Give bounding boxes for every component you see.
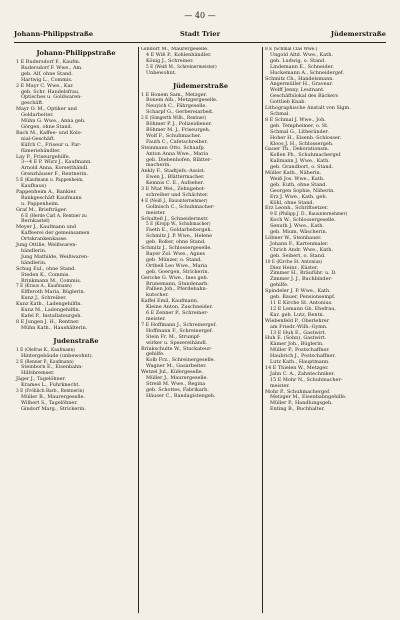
entry-line: meister.: [146, 315, 166, 322]
entry-line: Müller J., Maurergeselle.: [146, 375, 208, 382]
directory-entry: [265, 366, 384, 390]
entry-line: 2 E Mayr C. Wwe., Kar.: [16, 82, 74, 89]
entry-line: Ortskrankenkasse.: [21, 236, 68, 243]
entry-line: 8 E Jungen J. H., Rentner.: [16, 318, 80, 325]
directory-entry: [16, 131, 136, 155]
entry-line: Faeth E., Goldarbeitergeh.: [146, 227, 213, 234]
entry-line: Müller B., Maurergeselle.: [21, 393, 85, 400]
directory-entry: [16, 284, 136, 302]
entry-line: Unbewohnt.: [146, 69, 177, 76]
directory-entry: [141, 169, 260, 187]
entry-line: Wagner M., Gasarbeiter.: [146, 363, 207, 370]
entry-line: Löbner W., Steinhauer.: [265, 235, 322, 241]
entry-line: Erz J. Wwe., Kath. geb.: [270, 193, 328, 200]
entry-line: Küfch C., Friseur u. Par-: [21, 141, 82, 148]
entry-line: schreiber und Schächter.: [146, 191, 209, 198]
entry-line: Kallmann J. Wwe., Kath.: [270, 158, 330, 165]
entry-line: geb. Diebenhofen, Blätter-: [146, 156, 212, 163]
entry-line: 8 E Schmal J. Wwe., Joh.: [265, 116, 326, 123]
entry-line: Bayer Zol. Wwe., Agnes: [146, 251, 206, 257]
entry-line: 3—4 E P. Würz J., Kaufmann.: [21, 159, 92, 166]
entry-line: Hartwig L., Commis.: [21, 76, 73, 83]
directory-entry: [265, 77, 384, 107]
street-heading: Judenstraße: [53, 336, 99, 345]
entry-line: Kunz Kath., Ladengehilfin.: [16, 301, 82, 308]
directory-entry: [141, 93, 260, 117]
entry-line: Pappenheim A., Bankier.: [16, 188, 77, 195]
entry-line: 7 E Hoffmann J., Schreinergef.: [141, 321, 217, 328]
entry-line: händlerin.: [21, 259, 47, 266]
entry-line: macherin.: [146, 162, 171, 169]
section-gap: [141, 77, 260, 80]
directory-entry: [141, 323, 260, 347]
directory-entry: [141, 246, 260, 276]
entry-line: Kemnis C. E., Aufseher.: [146, 180, 205, 187]
directory-entry: [265, 118, 384, 148]
entry-line: Optisches u. Goldwaren-: [21, 94, 82, 101]
entry-line: Hoffmann F., Schreinergef.: [146, 327, 214, 334]
directory-entry: [141, 217, 260, 247]
entry-line: Ankly F., Stadtjefs.-Assist.: [141, 168, 206, 175]
entry-line: geschäft.: [21, 100, 44, 107]
entry-line: Jung Ottilie, Weißwaren-: [16, 242, 78, 249]
entry-line: Mohr P., Schuhmachergef.: [265, 388, 331, 395]
street-heading: Jüdemerstraße: [172, 81, 229, 90]
entry-line: fümeriehändler.: [21, 147, 61, 154]
entry-line: Schug Eul., ohne Stand.: [16, 265, 76, 272]
entry-line: 10 E (Kirche St. Antonius): [265, 259, 323, 265]
entry-line: Graf M., Briefträger.: [16, 206, 67, 213]
entry-line: Lay P., Friseurgehilfe.: [16, 153, 71, 160]
entry-line: Arnold Anna, Korsetthändl.: [21, 165, 89, 172]
entry-line: Müller P., Handlungsgeh.: [270, 400, 333, 407]
entry-line: Hintergebäude (unbewohnt).: [21, 352, 94, 359]
entry-line: Böhmer P. J., Polizeidiener.: [146, 121, 212, 128]
entry-line: meister.: [146, 209, 166, 216]
directory-entry: [16, 320, 136, 332]
directory-entry: [141, 116, 260, 146]
directory-entry: [141, 347, 260, 371]
entry-line: 1 E (Olefrus K., Kaufmann): [16, 347, 75, 353]
directory-entry: [265, 390, 384, 414]
entry-line: Senuth J. Wwe., Kath.: [270, 223, 324, 230]
entry-line: 4 E (Neiß J., Bauunternehmer): [141, 198, 208, 204]
entry-line: geb. Alf, ohne Stand.: [21, 70, 73, 77]
directory-entry: [141, 187, 260, 199]
directory-entry: [141, 299, 260, 323]
entry-line: 2 E (Simgerth Wilh., Rentner): [141, 116, 207, 122]
entry-line: Zimmer H., Bräuführ. u. D.: [270, 270, 337, 277]
entry-line: gehilfe.: [146, 351, 165, 358]
entry-line: nial-Geschäft.: [21, 135, 56, 142]
directory-entry: [265, 260, 384, 290]
entry-line: 5 E (Kropp W., Schuhmacher): [146, 222, 211, 228]
directory-entry: [265, 289, 384, 319]
entry-line: Kaffel Emil, Kaufmann.: [141, 298, 199, 305]
entry-line: Steinmann Otto, Schaufp.: [141, 144, 206, 151]
column-right: [262, 47, 386, 613]
entry-line: Erz Leonh., Schriftsetzer.: [265, 205, 329, 212]
entry-line: Rudersdorf F. Wwe., Am.: [21, 64, 83, 71]
entry-line: Ewen J., Blättermacher.: [146, 174, 205, 181]
entry-line: Georgen Sophie, Näherin.: [270, 187, 335, 194]
entry-line: 15 E Mohr N., Schuhmacher-: [270, 376, 343, 383]
entry-line: geb. Tempheimer, o. St.: [270, 122, 329, 129]
entry-line: kutscher.: [146, 292, 169, 299]
entry-line: Kunz J., Schreiber.: [21, 295, 67, 302]
entry-line: Haubrich J., Postschaffner.: [270, 353, 336, 360]
entry-line: 6 E Zenner P., Schreiner-: [146, 310, 209, 317]
entry-line: 3 E (Fröhlich Barb., Rentnerin): [16, 389, 85, 395]
entry-line: Mühn G. Wwe., Anna geb.: [21, 118, 86, 125]
entry-line: Müller Kath., Näherin.: [265, 170, 322, 177]
entry-line: Ortbell Leo Wwe., Maria: [146, 262, 208, 269]
entry-line: Gauer Th., Dekorationsm.: [265, 146, 330, 153]
header-rule: [14, 42, 386, 43]
entry-line: Jäger J., Tagelöhner.: [16, 376, 66, 383]
entry-line: meister.: [270, 382, 290, 389]
directory-entry: [16, 225, 136, 243]
entry-line: Ungold Altd. Wwe., Kath.: [270, 51, 333, 58]
entry-line: geb. Bauer, Pensionsempf.: [270, 294, 336, 301]
entry-line: Schmitz J., Schlossergeselle.: [141, 245, 212, 252]
entry-line: 5 E (Weiß M., Schreinermeister): [146, 64, 217, 70]
entry-line: geb. Schr. Handelsfrau,: [21, 88, 80, 95]
entry-line: 9 E (Philipp J. D., Bauunternehmer): [270, 212, 348, 218]
entry-line: geb. Ludwig, o. Stand.: [270, 57, 326, 64]
entry-line: Kafel P., Installateurgeh.: [21, 312, 82, 319]
entry-line: Wetzel Jul., Küfergeselle.: [141, 369, 204, 376]
directory-entry: [265, 206, 384, 236]
entry-line: Brinkschulte W., Stuckateur-: [141, 345, 213, 352]
directory-entry: [16, 208, 136, 226]
entry-line: Schmitz Ch., Handelsmann.: [265, 75, 334, 82]
entry-line: Schulteß J., Schneidermstr.: [141, 215, 209, 222]
entry-line: Mühn Kath., Haushälterin.: [21, 324, 88, 331]
entry-line: Diez Heinr., Küster.: [270, 264, 319, 271]
section-gap: [16, 332, 136, 335]
entry-line: Wolff Jenny, Leutnant.: [270, 87, 325, 94]
directory-entry: [16, 377, 136, 389]
entry-line: Meyer J., Kaufmann und: [16, 224, 77, 231]
directory-entry: [16, 360, 136, 378]
entry-line: Johann F., Kartenmaler.: [270, 240, 329, 247]
entry-line: Brunemann, Stundenarb.: [146, 280, 209, 287]
header-left-street: Johann-Philippstraße: [14, 30, 94, 38]
entry-line: Schmitz J. P. Wwe., Helene: [146, 233, 213, 240]
directory-entry: [265, 147, 384, 171]
entry-line: Gollnisch C., Schuhmacher-: [146, 203, 215, 210]
directory-entry: [265, 236, 384, 260]
entry-line: Kloos J. H., Schlossergeh.: [270, 140, 334, 147]
entry-line: Grenzhäuser F., Rentnerin.: [21, 171, 89, 178]
entry-line: Huckemann A., Schneidergef.: [270, 69, 345, 76]
entry-line: Kunz M., Ladengehilfin.: [21, 307, 81, 314]
entry-line: Wilbert S., Tagelöhner.: [21, 399, 78, 406]
entry-line: Schmal G., Litheränder.: [270, 128, 329, 135]
directory-entry: [265, 336, 384, 366]
entry-line: Bonem Alb., Metzgergeselle.: [146, 97, 218, 104]
entry-line: Zimmer J. J., Buchbinder-: [270, 276, 333, 283]
directory-entry: [16, 107, 136, 131]
entry-line: Gottlieb Knab.: [270, 99, 306, 106]
entry-line: geb. Seibert, o. Stand.: [270, 252, 326, 259]
entry-line: Metzger M., Eisenbahngehilfe.: [270, 394, 347, 401]
entry-line: geb. Euth, ohne Stand.: [270, 181, 327, 188]
directory-entry: [141, 146, 260, 170]
entry-line: 7 E (Kraus A., Kaufmann): [16, 284, 72, 290]
entry-line: 13 E Huh E., Gastwirt.: [270, 329, 327, 336]
entry-line: Kleine Anton, Zuschneider.: [146, 304, 214, 311]
entry-line: Weiß Jos. Wwe., Kath.: [270, 175, 325, 182]
directory-entry: [16, 190, 136, 208]
directory-entry: [16, 348, 136, 360]
entry-line: Lithographische Anstalt von Sigm.: [265, 105, 351, 112]
column-middle: [138, 47, 262, 613]
entry-line: Steinborn E., Eisenbahn-: [21, 364, 83, 371]
entry-line: geb. Boßer, ohne Stand.: [146, 239, 206, 246]
entry-line: Gindorf Marg., Strickerin.: [21, 405, 86, 412]
directory-entry: [141, 199, 260, 217]
entry-line: Elfferoth Maria, Büglerin.: [21, 289, 86, 296]
entry-line: Koch W., Schlossergeselle.: [270, 217, 336, 224]
directory-entry: [265, 47, 384, 77]
header-right-street: Jüdemerstraße: [330, 30, 386, 38]
entry-line: Lutz Kath., Hauptmann.: [270, 359, 330, 366]
entry-line: Müller P., Postschaffner.: [270, 347, 330, 354]
directory-entry: [16, 243, 136, 267]
entry-line: Kar. geb. Lutz, Rentn.: [270, 311, 325, 318]
entry-line: Streiß M. Wwe., Regina: [146, 380, 206, 387]
entry-line: Schmal.: [270, 110, 290, 117]
entry-line: 2 E (Renner P., Kaufmann): [16, 359, 74, 365]
entry-line: 14 E Thielen W., Metzger.: [265, 364, 329, 371]
directory-entry: [16, 267, 136, 285]
entry-line: Bankgeschäft Kaufmann: [21, 194, 82, 201]
entry-line: Kaufhaus): [21, 183, 47, 190]
entry-line: geb. Goergen, Strickerin.: [146, 268, 210, 275]
entry-line: 11 E Kirche St. Antonius.: [270, 299, 333, 306]
entry-line: Häuser C., Bandagistengeh.: [146, 392, 216, 399]
entry-line: 4 E Wiß P., Kohlenhändler.: [146, 51, 212, 58]
entry-line: Wolf F., Schuhmacher.: [146, 132, 202, 139]
entry-line: 1 E Rudersdorf F., Kaufm.: [16, 59, 81, 65]
entry-line: Gindorf M., Maurergeselle.: [141, 47, 209, 52]
entry-line: Kämer Joh., Büglerin.: [270, 341, 324, 348]
entry-line: Spindeler J. P. Wwe., Kath.: [265, 288, 331, 295]
entry-line: Enting B., Buchhalter.: [270, 406, 325, 413]
entry-line: Hilfsbremser.: [21, 370, 55, 377]
entry-line: Kolb Frz., Schreinergeselle.: [146, 357, 216, 364]
entry-line: Chrich Andr. Wwe., Kath.: [270, 246, 333, 253]
running-header: [14, 30, 386, 40]
entry-line: Goldarbeiter.: [21, 112, 54, 119]
entry-line: Jahn C. A., Zahntechniker.: [270, 370, 335, 377]
entry-line: 6 E (Herde Carl A. Rentner zu: [21, 213, 87, 219]
entry-line: geb. Münzer, o. Stand.: [146, 256, 202, 263]
directory-columns: [14, 47, 386, 613]
entry-line: Gericke G. Wwe., Ines geb.: [141, 274, 209, 281]
entry-line: Stein Fr. M., Strumpf-: [146, 333, 201, 340]
entry-line: Bach M., Kaffee- und Kolo-: [16, 129, 83, 136]
street-heading: Johann-Philippstraße: [36, 49, 116, 57]
directory-entry: [16, 302, 136, 320]
entry-line: u. Pappenheim.: [21, 200, 60, 207]
directory-entry: [265, 319, 384, 337]
entry-line: Pallien Joh., Pferdebahn-: [146, 286, 208, 293]
directory-entry: [16, 389, 136, 413]
entry-line: Mayr O. M., Optiker und: [16, 106, 77, 113]
entry-line: gehilfe.: [270, 282, 289, 289]
entry-line: König J., Schreiner.: [146, 57, 194, 64]
entry-line: Kollen Ph., Schuhmachergef.: [270, 152, 342, 159]
entry-line: 8 E (Schmal Clas Wwe.): [265, 47, 318, 52]
entry-line: Köhl, ohne Stand.: [270, 199, 315, 206]
entry-line: 12 E Lemann Gb. Ehefrau,: [270, 305, 336, 312]
entry-line: Fauth C., Cafetschreiber.: [146, 138, 208, 145]
directory-entry: [16, 155, 136, 179]
column-left: [14, 47, 138, 613]
entry-line: 5 E (Kaufmann u. Pappenheim,: [16, 178, 84, 184]
entry-line: händlerin.: [21, 248, 47, 254]
entry-line: wirker u. Spezereihändl.: [146, 339, 208, 346]
entry-line: Steden K., Commis.: [21, 271, 70, 278]
directory-entry: [16, 84, 136, 108]
directory-entry: [16, 60, 136, 84]
entry-line: Jung Mathilde, Weißwaren-: [21, 253, 89, 260]
entry-line: 1 E Bonem Sam., Metzger.: [141, 91, 207, 98]
entry-line: Angermüller H., Graveur.: [270, 81, 333, 88]
entry-line: Huh E. (Sohn), Gastwirt.: [265, 335, 327, 342]
entry-line: Geschäftslokal des Bäckers: [270, 93, 338, 100]
entry-line: Lindemann E., Schneider.: [270, 63, 334, 70]
header-city: Stadt Trier: [179, 30, 221, 38]
entry-line: Anton Anna Wwe., Maria: [146, 150, 209, 157]
entry-line: geb. Schottes, Fabrikarb.: [146, 386, 209, 393]
directory-entry: [141, 370, 260, 400]
entry-line: Kaffeerei der gemeinsamen: [21, 230, 90, 237]
page-number: — 40 —: [184, 11, 216, 20]
entry-line: Görgen, ohne Stand.: [21, 123, 73, 130]
entry-line: geb. Grandbort, o. Stand.: [270, 164, 334, 171]
entry-line: geb. Mium, Wäscherin.: [270, 229, 328, 236]
directory-entry: [265, 171, 384, 206]
entry-line: Brinkmann M., Commis.: [21, 277, 82, 284]
entry-line: Scharpf G., Gerbereiarbeit.: [146, 109, 214, 116]
entry-line: Wiebenfeld P., Oberlehrer: [265, 317, 330, 324]
entry-line: am Friedr.-Wilh.-Gymn.: [270, 323, 328, 330]
entry-line: Bernkastel): [21, 218, 50, 225]
entry-line: 3 E Ntat Wei., Zehngebot-: [141, 186, 206, 193]
directory-entry: [141, 47, 260, 77]
entry-line: Krames L., Fuhrknecht.: [21, 382, 80, 389]
entry-line: Hoher H., Eisenb.-Schlosser.: [270, 134, 342, 141]
entry-line: Böhmer M. J., Friseurgeh.: [146, 126, 211, 133]
entry-line: Neuyich C., Fährgeselle.: [146, 103, 207, 110]
directory-entry: [141, 276, 260, 300]
